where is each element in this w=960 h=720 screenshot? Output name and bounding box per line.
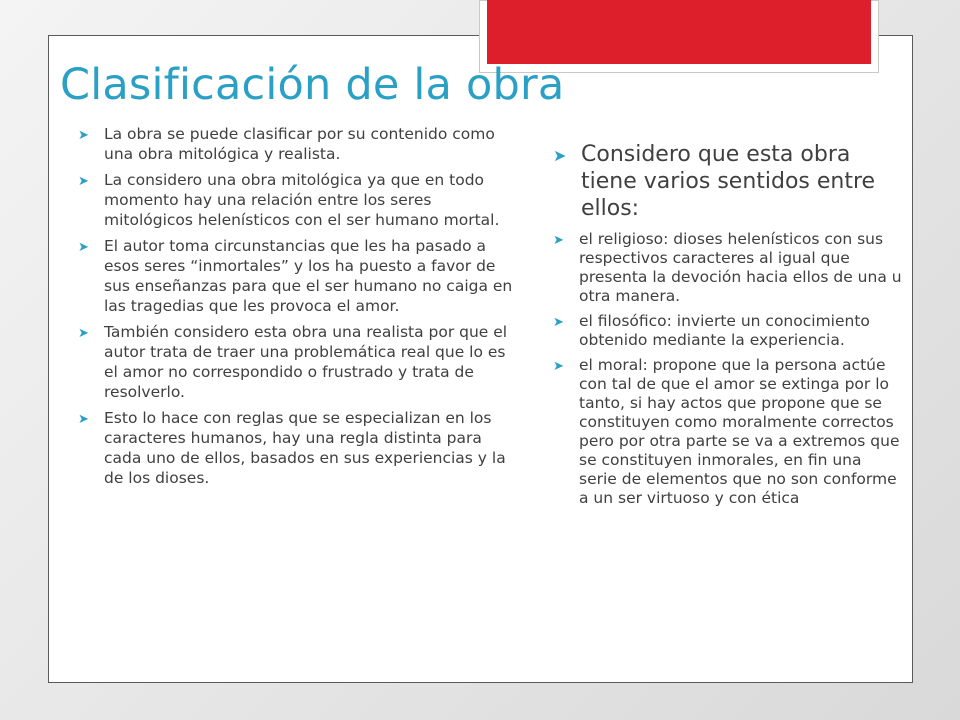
right-bullet-text: el religioso: dioses helenísticos con sus respectivos caracteres al igual que presenta la devoción hacia ellos de una u otra manera. xyxy=(579,230,902,305)
arrow-bullet-icon: ➤ xyxy=(553,315,564,330)
slide-title: Clasificación de la obra xyxy=(60,60,565,110)
left-bullet-text: El autor toma circunstancias que les ha pasado a esos seres “inmortales” y los ha puesto a favor de sus enseñanzas para que el ser humano no caiga en las tragedias que les provoca el amor. xyxy=(104,237,513,315)
right-heading-item xyxy=(553,141,903,222)
red-accent-tab xyxy=(487,0,871,64)
left-bullet-text: La obra se puede clasificar por su contenido como una obra mitológica y realista. xyxy=(104,125,495,163)
left-bullet-text: Esto lo hace con reglas que se especializan en los caracteres humanos, hay una regla distinta para cada uno de ellos, basados en sus experiencias y la de los dioses. xyxy=(104,409,506,487)
left-bullet-item xyxy=(78,170,518,230)
arrow-bullet-icon: ➤ xyxy=(78,128,89,143)
right-bullet-text: el filosófico: invierte un conocimiento obtenido mediante la experiencia. xyxy=(579,312,870,349)
right-bullet-list xyxy=(553,141,903,514)
left-bullet-text: También considero esta obra una realista por que el autor trata de traer una problemática real que lo es el amor no correspondido o frustrado y trata de resolverlo. xyxy=(104,323,508,401)
left-bullet-item xyxy=(78,408,518,488)
arrow-bullet-icon: ➤ xyxy=(78,412,89,427)
left-bullet-item xyxy=(78,236,518,316)
right-bullet-item xyxy=(553,230,903,306)
right-bullet-text: el moral: propone que la persona actúe con tal de que el amor se extinga por lo tanto, si hay actos que propone que se constituyen como moralmente correctos pero por otra parte se va a extremos que se constituyen inmorales, en fin una serie de elementos que no son conforme a un ser virtuoso y con ética xyxy=(579,356,900,507)
right-bullet-item xyxy=(553,312,903,350)
arrow-bullet-icon: ➤ xyxy=(78,326,89,341)
left-bullet-text: La considero una obra mitológica ya que en todo momento hay una relación entre los seres mitológicos helenísticos con el ser humano mortal. xyxy=(104,171,500,229)
arrow-bullet-icon: ➤ xyxy=(553,359,564,374)
right-heading-text: Considero que esta obra tiene varios sentidos entre ellos: xyxy=(581,142,876,221)
right-bullet-item xyxy=(553,356,903,508)
arrow-bullet-icon: ➤ xyxy=(78,174,89,189)
left-bullet-list xyxy=(78,124,518,494)
left-bullet-item xyxy=(78,322,518,402)
arrow-bullet-icon: ➤ xyxy=(553,233,564,248)
arrow-bullet-icon: ➤ xyxy=(553,146,567,165)
arrow-bullet-icon: ➤ xyxy=(78,240,89,255)
left-bullet-item xyxy=(78,124,518,164)
